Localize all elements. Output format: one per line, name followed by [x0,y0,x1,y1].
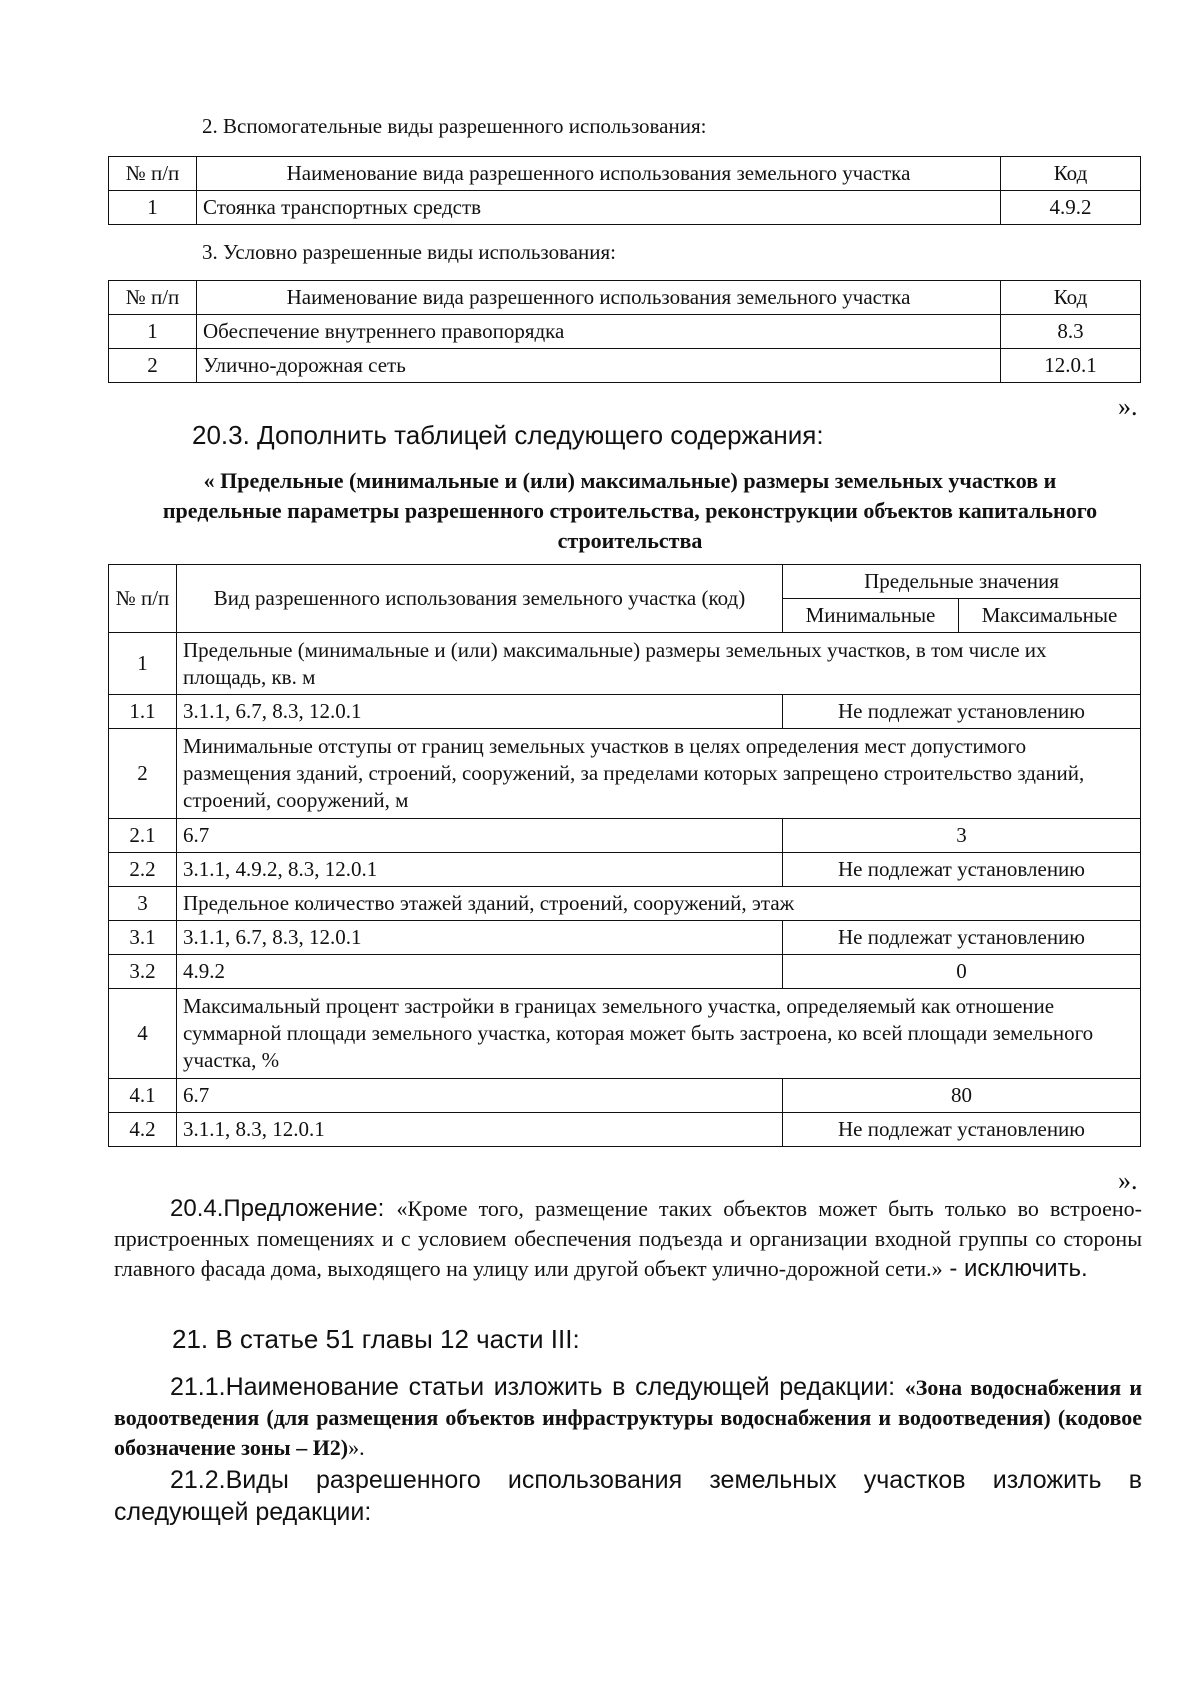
row-text: Минимальные отступы от границ земельных участков в целях определения мест допустимого размещения зданий, строений, сооружений, за пределами которых запрещено строительство зданий, строений, сооружений, м [177,729,1141,819]
item-21-1-bold: «Зона водоснабжения и водоотведения (для размещения объектов инфраструктуры водоснабжения и водоотведения) (кодовое обозначение зоны – И2) [114,1375,1142,1460]
row-value: Не подлежат установлению [783,695,1141,729]
row-num: 4.1 [109,1079,177,1113]
row-num: 2.2 [109,853,177,887]
row-text: Предельные (минимальные и (или) максимальные) размеры земельных участков, в том числе их площадь, кв. м [177,633,1141,695]
closing-quote: ». [1118,392,1138,421]
table-row [109,887,1141,921]
closing-quote: ». [1118,1166,1138,1195]
header-num: № п/п [109,565,177,633]
header-num: № п/п [109,157,197,191]
table-row [109,633,1141,695]
item-20-3: 20.3. Дополнить таблицей следующего содержания: [192,420,824,450]
table-row [109,315,1141,349]
item-20-4-quote: «Кроме того, размещение таких объектов может быть только во встроено-пристроенных помещениях и с условием обеспечения подъезда и организации входной группы со стороны главного фасада дома, выходящего на улицу или другой объект улично-дорожной сети.» [114,1196,1142,1281]
limits-title: « Предельные (минимальные и (или) максимальные) размеры земельных участков и предельные параметры разрешенного строительства, реконструкции объектов капитального строительства [162,468,1098,553]
table-row [109,1079,1141,1113]
header-type: Вид разрешенного использования земельного участка (код) [177,565,783,633]
row-num: 2 [109,349,197,383]
item-20-4 [114,1194,1142,1284]
item-20-4-tail: - исключить. [942,1255,1088,1282]
header-code: Код [1001,281,1141,315]
row-name: Обеспечение внутреннего правопорядка [197,315,1001,349]
row-code: 8.3 [1001,315,1141,349]
row-code: 12.0.1 [1001,349,1141,383]
header-min: Минимальные [783,599,959,633]
table-header-row [109,565,1141,599]
header-values: Предельные значения [783,565,1141,599]
row-codes: 3.1.1, 6.7, 8.3, 12.0.1 [177,921,783,955]
row-codes: 6.7 [177,1079,783,1113]
row-num: 2 [109,729,177,819]
row-code: 4.9.2 [1001,191,1141,225]
item-20-4-lead: 20.4.Предложение: [170,1195,397,1222]
table-row [109,989,1141,1079]
header-max: Максимальные [959,599,1141,633]
aux-table [108,156,1141,225]
table-row [109,349,1141,383]
table-row [109,819,1141,853]
row-num: 1 [109,191,197,225]
row-num: 2.1 [109,819,177,853]
table-header-row [109,157,1141,191]
row-codes: 3.1.1, 8.3, 12.0.1 [177,1113,783,1147]
header-name: Наименование вида разрешенного использования земельного участка [197,157,1001,191]
table-row [109,191,1141,225]
table-row [109,729,1141,819]
cond-caption: 3. Условно разрешенные виды использования: [202,240,617,264]
table-row [109,695,1141,729]
row-value: Не подлежат установлению [783,921,1141,955]
row-value: Не подлежат установлению [783,1113,1141,1147]
item-21-1-lead: 21.1.Наименование статьи изложить в следующей редакции: [170,1373,905,1401]
row-num: 3.2 [109,955,177,989]
limits-table [108,564,1141,1147]
row-value: 0 [783,955,1141,989]
row-num: 1.1 [109,695,177,729]
table-header-row [109,281,1141,315]
row-codes: 3.1.1, 4.9.2, 8.3, 12.0.1 [177,853,783,887]
row-text: Предельное количество этажей зданий, строений, сооружений, этаж [177,887,1141,921]
row-value: 80 [783,1079,1141,1113]
aux-caption: 2. Вспомогательные виды разрешенного использования: [202,114,707,138]
row-num: 4 [109,989,177,1079]
row-text: Максимальный процент застройки в границах земельного участка, определяемый как отношение суммарной площади земельного участка, которая может быть застроена, ко всей площади земельного участка, % [177,989,1141,1079]
table-row [109,921,1141,955]
row-num: 3 [109,887,177,921]
item-21-1-tail: ». [348,1435,365,1460]
header-num: № п/п [109,281,197,315]
row-num: 1 [109,633,177,695]
row-codes: 3.1.1, 6.7, 8.3, 12.0.1 [177,695,783,729]
item-21: 21. В статье 51 главы 12 части III: [172,1324,580,1354]
row-codes: 6.7 [177,819,783,853]
row-codes: 4.9.2 [177,955,783,989]
item-21-1 [114,1372,1142,1463]
item-21-2: 21.2.Виды разрешенного использования земельных участков изложить в следующей редакции: [114,1466,1142,1526]
row-value: Не подлежат установлению [783,853,1141,887]
table-row [109,853,1141,887]
table-row [109,1113,1141,1147]
row-value: 3 [783,819,1141,853]
table-row [109,955,1141,989]
cond-table [108,280,1141,383]
header-name: Наименование вида разрешенного использования земельного участка [197,281,1001,315]
header-code: Код [1001,157,1141,191]
row-name: Стоянка транспортных средств [197,191,1001,225]
row-num: 3.1 [109,921,177,955]
row-num: 4.2 [109,1113,177,1147]
row-name: Улично-дорожная сеть [197,349,1001,383]
row-num: 1 [109,315,197,349]
